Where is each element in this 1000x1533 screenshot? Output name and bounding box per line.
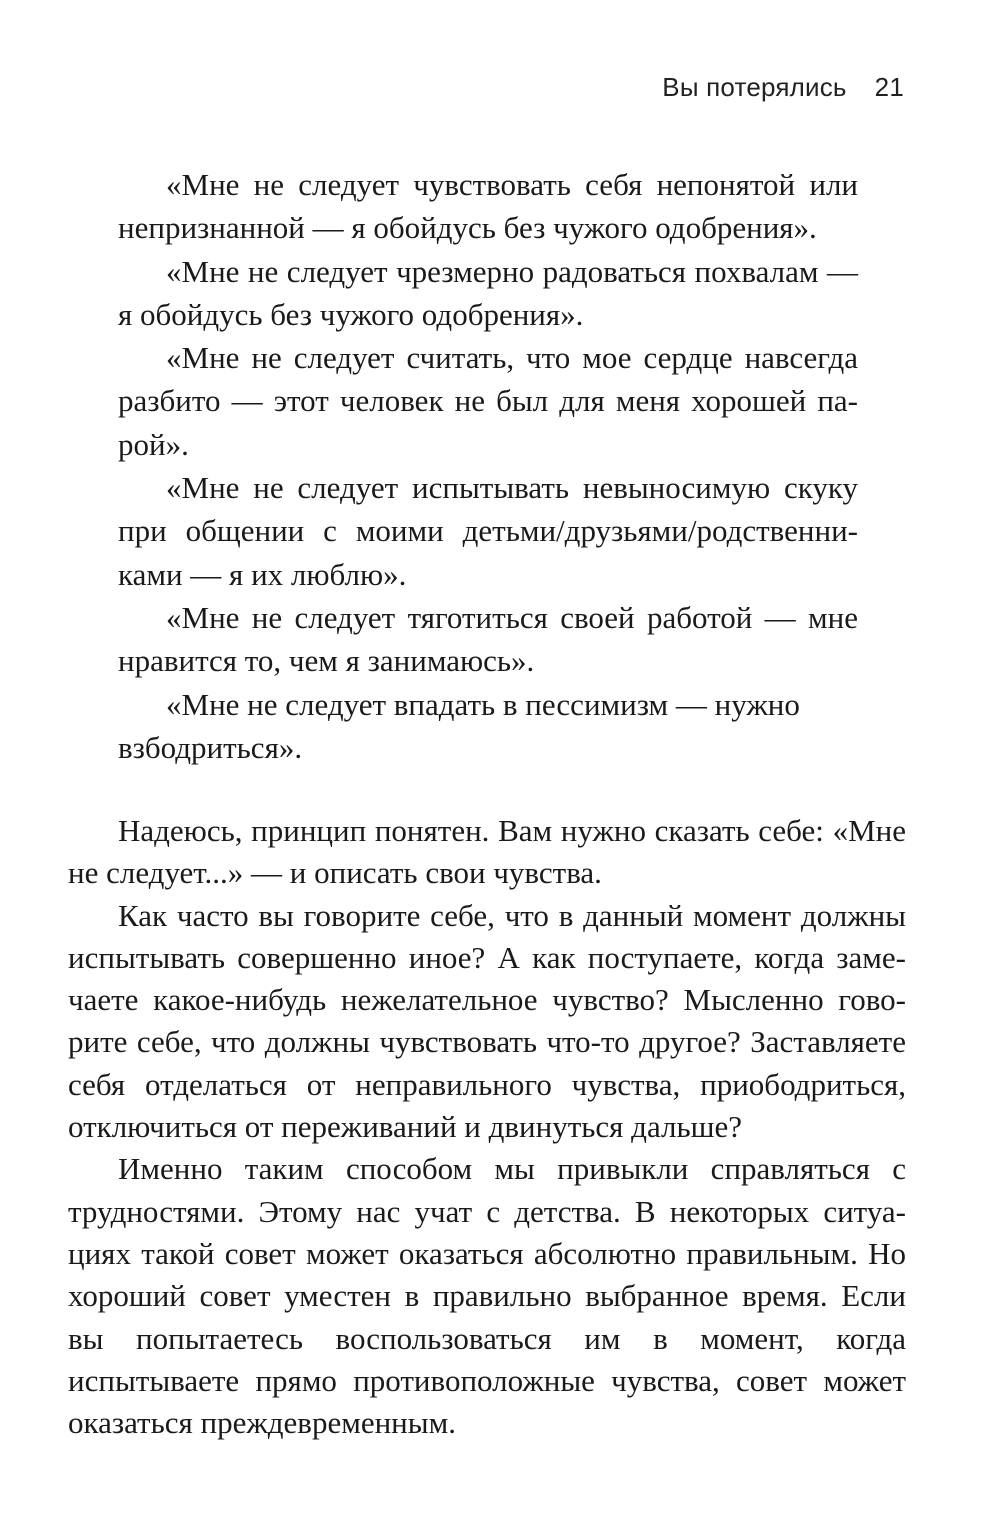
chapter-title: Вы потерялись — [662, 72, 847, 102]
quote-list — [118, 163, 858, 769]
quote-item: «Мне не следует впадать в пессимизм — нужно взбодриться». — [118, 686, 800, 765]
body-text — [68, 810, 906, 1444]
quote-item: «Мне не следует чрезмерно радоваться похвалам — я обойдусь без чужого одобрения». — [118, 253, 858, 332]
quote-item: «Мне не следует испытывать невыносимую скуку при общении с моими детьми/друзьями/родственниками — я их люблю». — [118, 470, 858, 592]
quote-item: «Мне не следует чувствовать себя непонятой или непризнанной — я обойдусь без чужого одобрения». — [118, 167, 858, 246]
quote-item: «Мне не следует тяготиться своей работой — мне нравится то, чем я занимаюсь». — [118, 599, 858, 679]
quote-item: «Мне не следует считать, что мое сердце навсегда разбито — этот человек не был для меня хорошей парой». — [118, 340, 858, 462]
page-number: 21 — [874, 72, 904, 102]
running-header — [662, 72, 904, 103]
paragraph: Именно таким способом мы привыкли справляться с трудностями. Этому нас учат с детства. В некоторых ситуациях такой совет может оказаться абсолютно правильным. Но хороший совет уместен в правильно выбранное время. Если вы попытаетесь воспользоваться им в момент, когда испытываете прямо противоположные чувства, совет может оказаться преждевременным. — [68, 1151, 906, 1441]
paragraph: Надеюсь, принцип понятен. Вам нужно сказать себе: «Мне не следует...» — и описать свои чувства. — [68, 813, 906, 891]
paragraph: Как часто вы говорите себе, что в данный момент должны испытывать совершенно иное? А как поступаете, когда замечаете какое-нибудь нежелательное чувство? Мысленно говорите себе, что должны чувствовать что-то другое? Заставляете себя отделаться от неправильного чувства, приободриться, отключиться от переживаний и двинуться дальше? — [68, 897, 906, 1145]
